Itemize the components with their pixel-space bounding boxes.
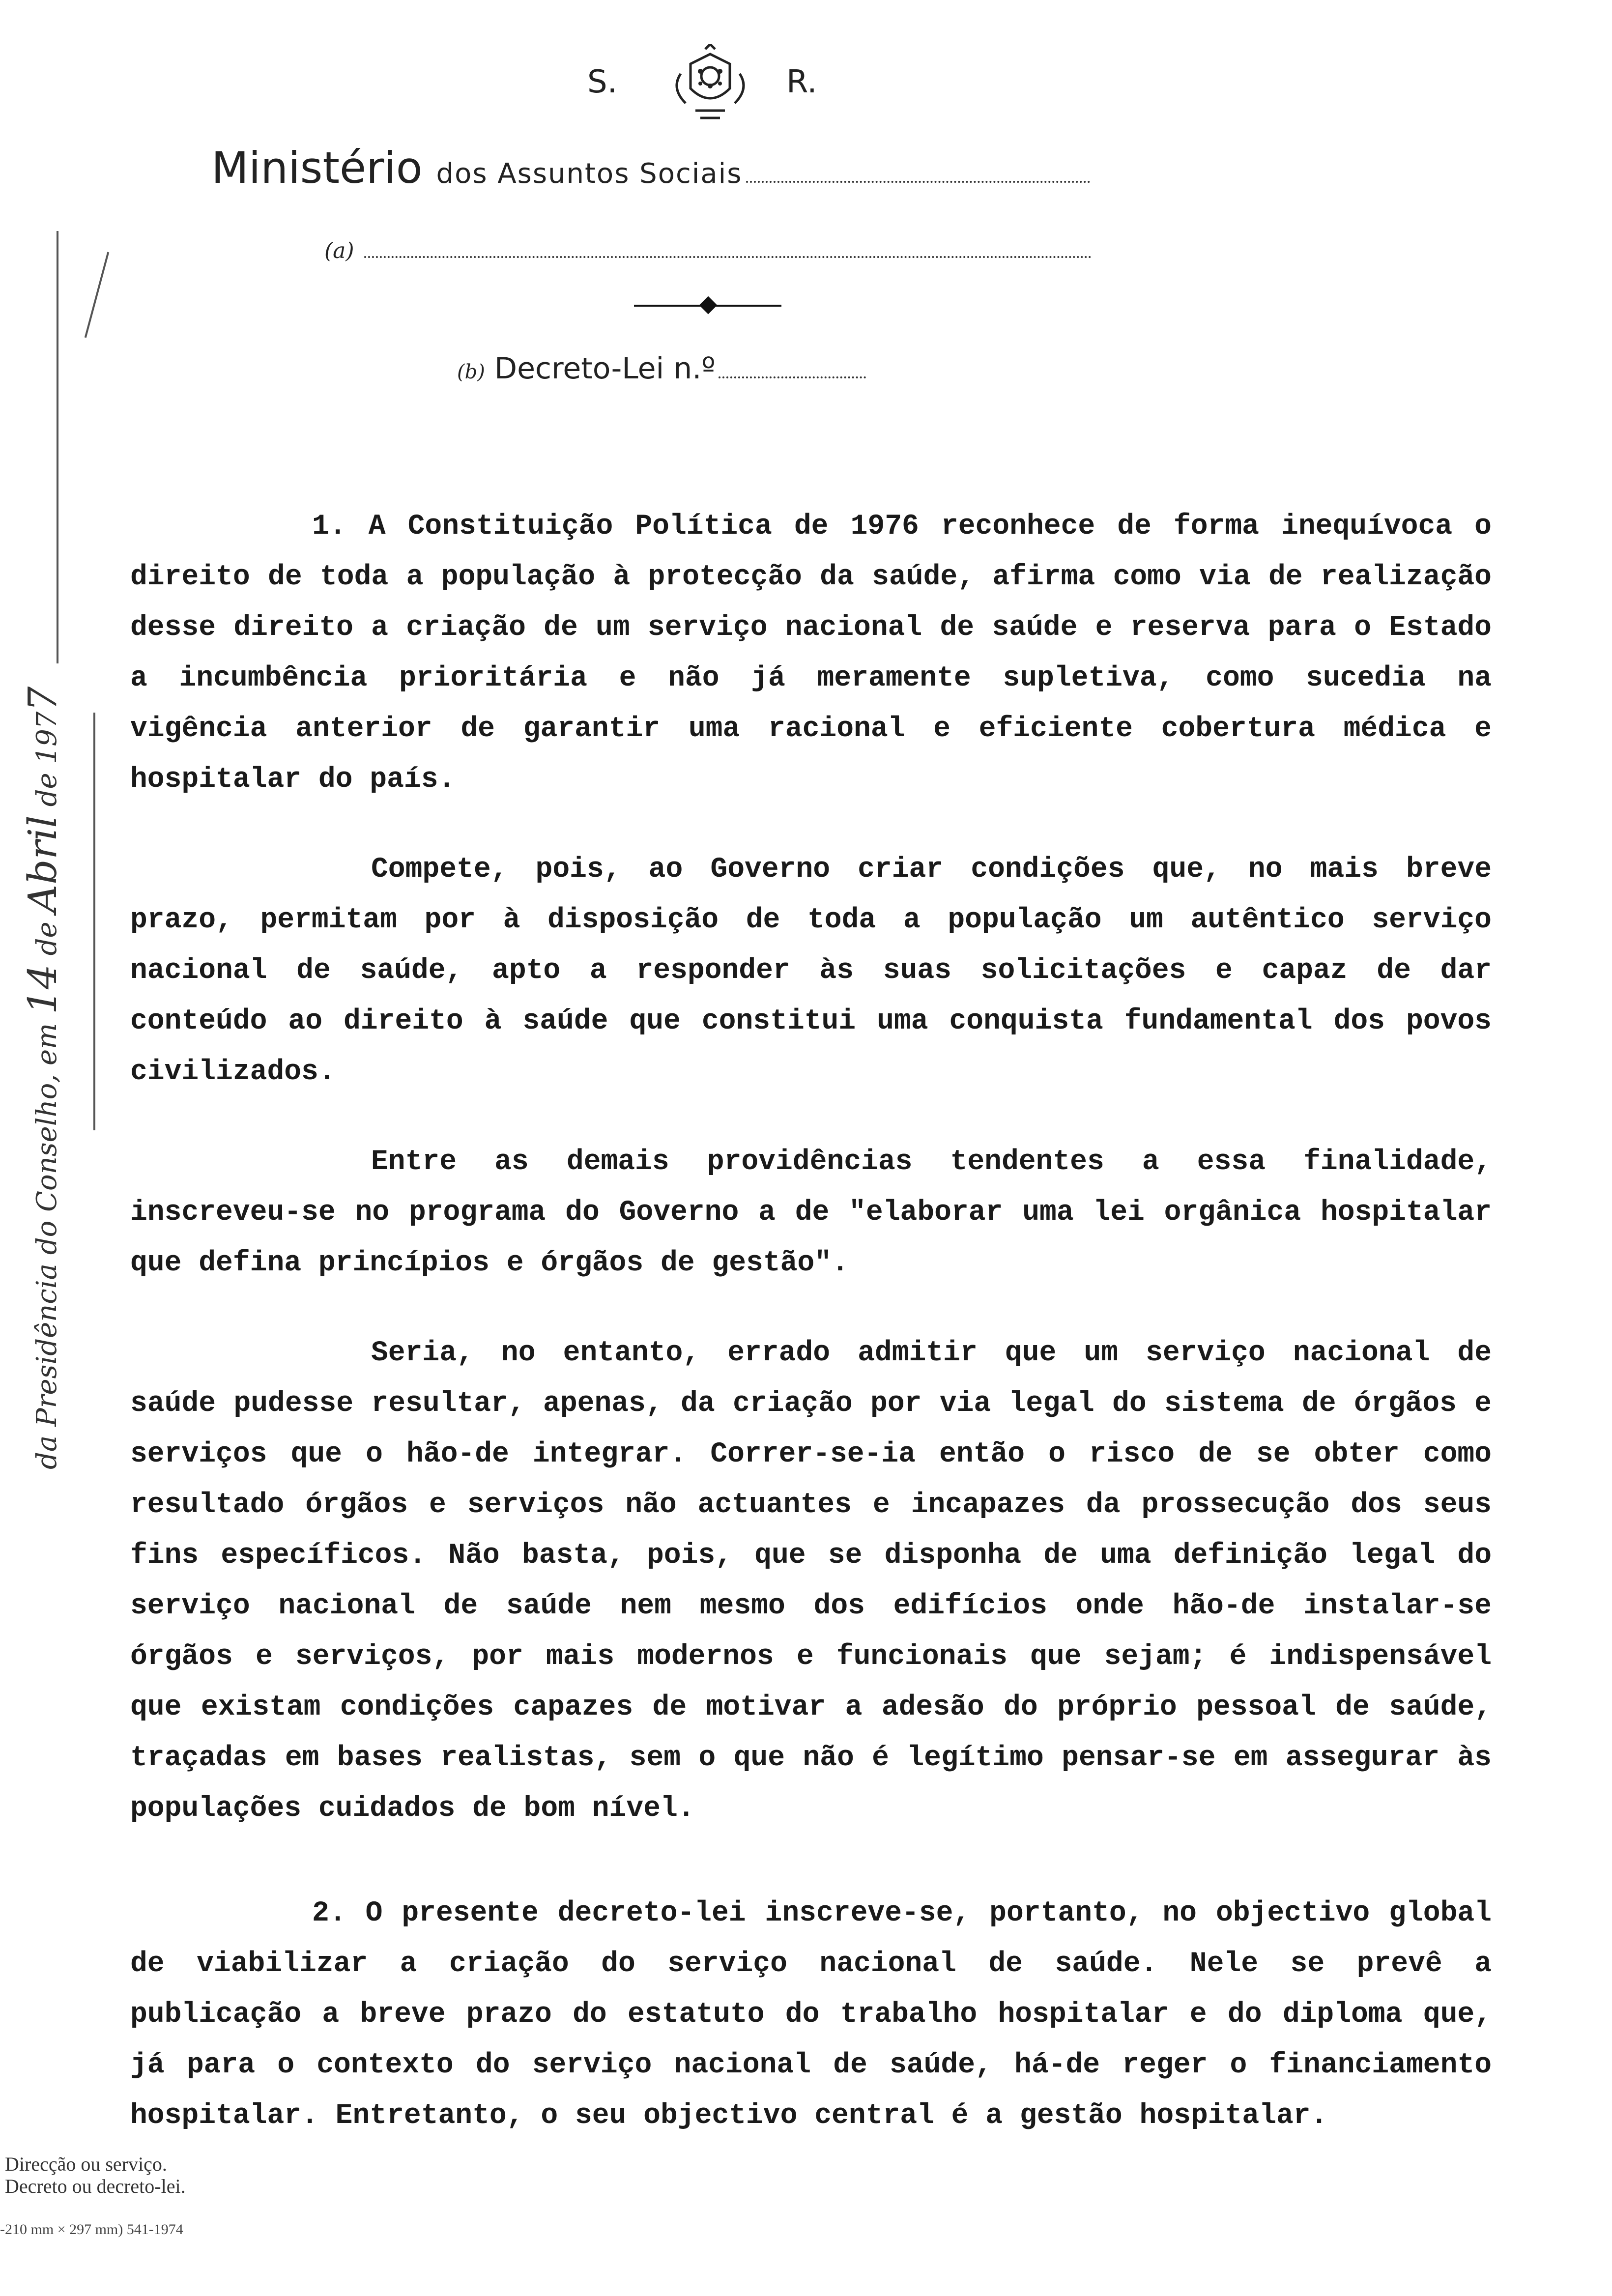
decreto-line: [457, 351, 866, 386]
margin-line-slash: [85, 252, 109, 338]
line-a-label: (a): [324, 238, 354, 263]
decreto-text: Decreto-Lei n.º: [494, 351, 716, 386]
paragraph-5: 2. O presente decreto-lei inscreve-se, portanto, no objectivo global de viabilizar a criação do serviço nacional de saúde. Nele se prevê a publicação a breve prazo do estatuto do trabalho hospitalar e do diploma que, já para o contexto do serviço nacional de saúde, há-de reger o financiamento hospitalar. Entretanto, o seu objectivo central é a gestão hospitalar.: [130, 1897, 1492, 2132]
coat-of-arms-icon: [661, 44, 759, 123]
paragraph-2: Compete, pois, ao Governo criar condições que, no mais breve prazo, permitam por à disposição de toda a população um autêntico serviço nacional de saúde, apto a responder às suas solicitações e capaz de dar conteúdo ao direito à saúde que constitui uma conquista fundamental dos povos civilizados.: [130, 854, 1492, 1088]
paragraph-3: Entre as demais providências tendentes a essa finalidade, inscreveu-se no programa do Governo a de "elaborar uma lei orgânica hospitalar que defina princípios e órgãos de gestão".: [130, 1146, 1492, 1279]
decreto-label-b: (b): [457, 361, 485, 383]
line-a-dotted-line: [364, 256, 1092, 258]
footer-line-1: Direcção ou serviço.: [5, 2153, 167, 2175]
side-note-de: de: [31, 921, 63, 956]
decreto-dotted-line: [719, 376, 866, 378]
side-note-month: Abril: [20, 815, 65, 913]
ministry-name: dos Assuntos Sociais: [436, 158, 743, 190]
document-body: [130, 501, 1492, 2141]
footer-form-code: -210 mm × 297 mm) 541-1974: [0, 2221, 183, 2238]
side-note-year-digit: 7: [20, 686, 65, 712]
margin-line-mid: [93, 713, 95, 1130]
diamond-ornament-icon: [699, 296, 718, 315]
line-a: [324, 238, 1092, 263]
ministry-dotted-line: [746, 181, 1090, 183]
paragraph-1: 1. A Constituição Política de 1976 reconhece de forma inequívoca o direito de toda a população à protecção da saúde, afirma como via de realização desse direito a criação de um serviço nacional de saúde e reserva para o Estado a incumbência prioritária e não já meramente supletiva, como sucedia na vigência anterior de garantir uma racional e eficiente cobertura médica e hospitalar do país.: [130, 511, 1492, 796]
footer-line-2: Decreto ou decreto-lei.: [5, 2175, 186, 2197]
header-s-letter: S.: [587, 64, 617, 100]
side-note-day: 14: [20, 964, 65, 1014]
presidency-side-note: [20, 487, 65, 1469]
paragraph-4: Seria, no entanto, errado admitir que um serviço nacional de saúde pudesse resultar, apenas, da criação por via legal do sistema de órgãos e serviços que o hão-de integrar. Correr-se-ia então o risco de se obter como resultado órgãos e serviços não actuantes e incapazes da prossecução dos seus fins específicos. Não basta, pois, que se disponha de uma definição legal do serviço nacional de saúde nem mesmo dos edifícios onde hão-de instalar-se órgãos e serviços, por mais modernos e funcionais que sejam; é indispensável que existam condições capazes de motivar a adesão do próprio pessoal de saúde, traçadas em bases realistas, sem o que não é legítimo pensar-se em assegurar às populações cuidados de bom nível.: [130, 1337, 1492, 1825]
ministry-prefix: Ministério: [211, 143, 423, 193]
side-note-prefix: da Presidência do Conselho, em: [31, 1023, 63, 1469]
header-r-letter: R.: [786, 64, 817, 100]
side-note-year-prefix: de 197: [31, 711, 63, 807]
ministry-line: [211, 143, 1090, 193]
